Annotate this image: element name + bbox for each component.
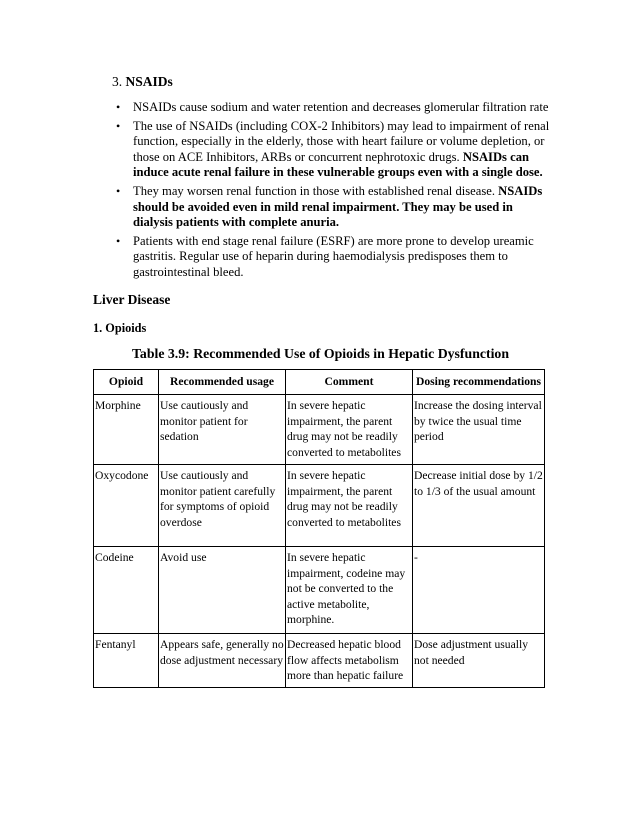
cell-comment: Decreased hepatic blood flow affects metabolism more than hepatic failure [286,634,413,688]
cell-opioid: Fentanyl [94,634,159,688]
header-dosing-recommendations: Dosing recommendations [413,370,545,395]
bullet-text: Patients with end stage renal failure (ESRF) are more prone to develop ureamic gastritis. Regular use of heparin during haemodialysis predisposes them to gastrointestinal bleed. [133,233,534,279]
cell-dosing: Decrease initial dose by 1/2 to 1/3 of the usual amount [413,465,545,547]
header-opioid: Opioid [94,370,159,395]
bullet-text: The use of NSAIDs (including COX-2 Inhibitors) may lead to impairment of renal function, especially in the elderly, those with heart failure or volume depletion, or those on ACE Inhibitors, ARBs or concurrent nephrotoxic drugs. [133,118,550,164]
cell-dosing: Dose adjustment usually not needed [413,634,545,688]
cell-comment: In severe hepatic impairment, codeine may not be converted to the active metabolite, morphine. [286,547,413,634]
bullet-text: They may worsen renal function in those with established renal disease. [133,183,495,198]
bullet-item [112,234,552,281]
cell-comment: In severe hepatic impairment, the parent drug may not be readily converted to metabolites [286,465,413,547]
table-header-row [94,370,545,395]
cell-usage: Appears safe, generally no dose adjustment necessary [159,634,286,688]
opioid-dosing-table [93,369,545,688]
table-row [94,634,545,688]
table-caption: Table 3.9: Recommended Use of Opioids in Hepatic Dysfunction [131,346,509,361]
bullet-bold-text: NSAIDs can induce acute renal failure in these vulnerable groups even with a single dose. [133,149,543,180]
cell-dosing: Increase the dosing interval by twice the usual time period [413,395,545,465]
section-heading [112,74,173,90]
liver-disease-heading: Liver Disease [93,292,171,307]
cell-usage: Use cautiously and monitor patient for sedation [159,395,286,465]
table-row [94,395,545,465]
bullet-list [112,100,552,284]
bullet-item [112,100,552,116]
header-recommended-usage: Recommended usage [159,370,286,395]
table-row [94,465,545,547]
bullet-text: NSAIDs cause sodium and water retention and decreases glomerular filtration rate [133,100,549,114]
cell-dosing: - [413,547,545,634]
cell-opioid: Oxycodone [94,465,159,547]
cell-usage: Avoid use [159,547,286,634]
table-row [94,547,545,634]
bullet-bold-text: NSAIDs should be avoided even in mild renal impairment. They may be used in dialysis patients with complete anuria. [133,183,543,230]
cell-opioid: Codeine [94,547,159,634]
cell-usage: Use cautiously and monitor patient carefully for symptoms of opioid overdose [159,465,286,547]
bullet-item [112,184,552,231]
opioids-subheading: 1. Opioids [93,321,147,335]
header-comment: Comment [286,370,413,395]
cell-opioid: Morphine [94,395,159,465]
section-title: NSAIDs [125,74,173,89]
cell-comment: In severe hepatic impairment, the parent drug may not be readily converted to metabolites [286,395,413,465]
section-number: 3. [112,74,123,89]
bullet-item [112,119,552,181]
